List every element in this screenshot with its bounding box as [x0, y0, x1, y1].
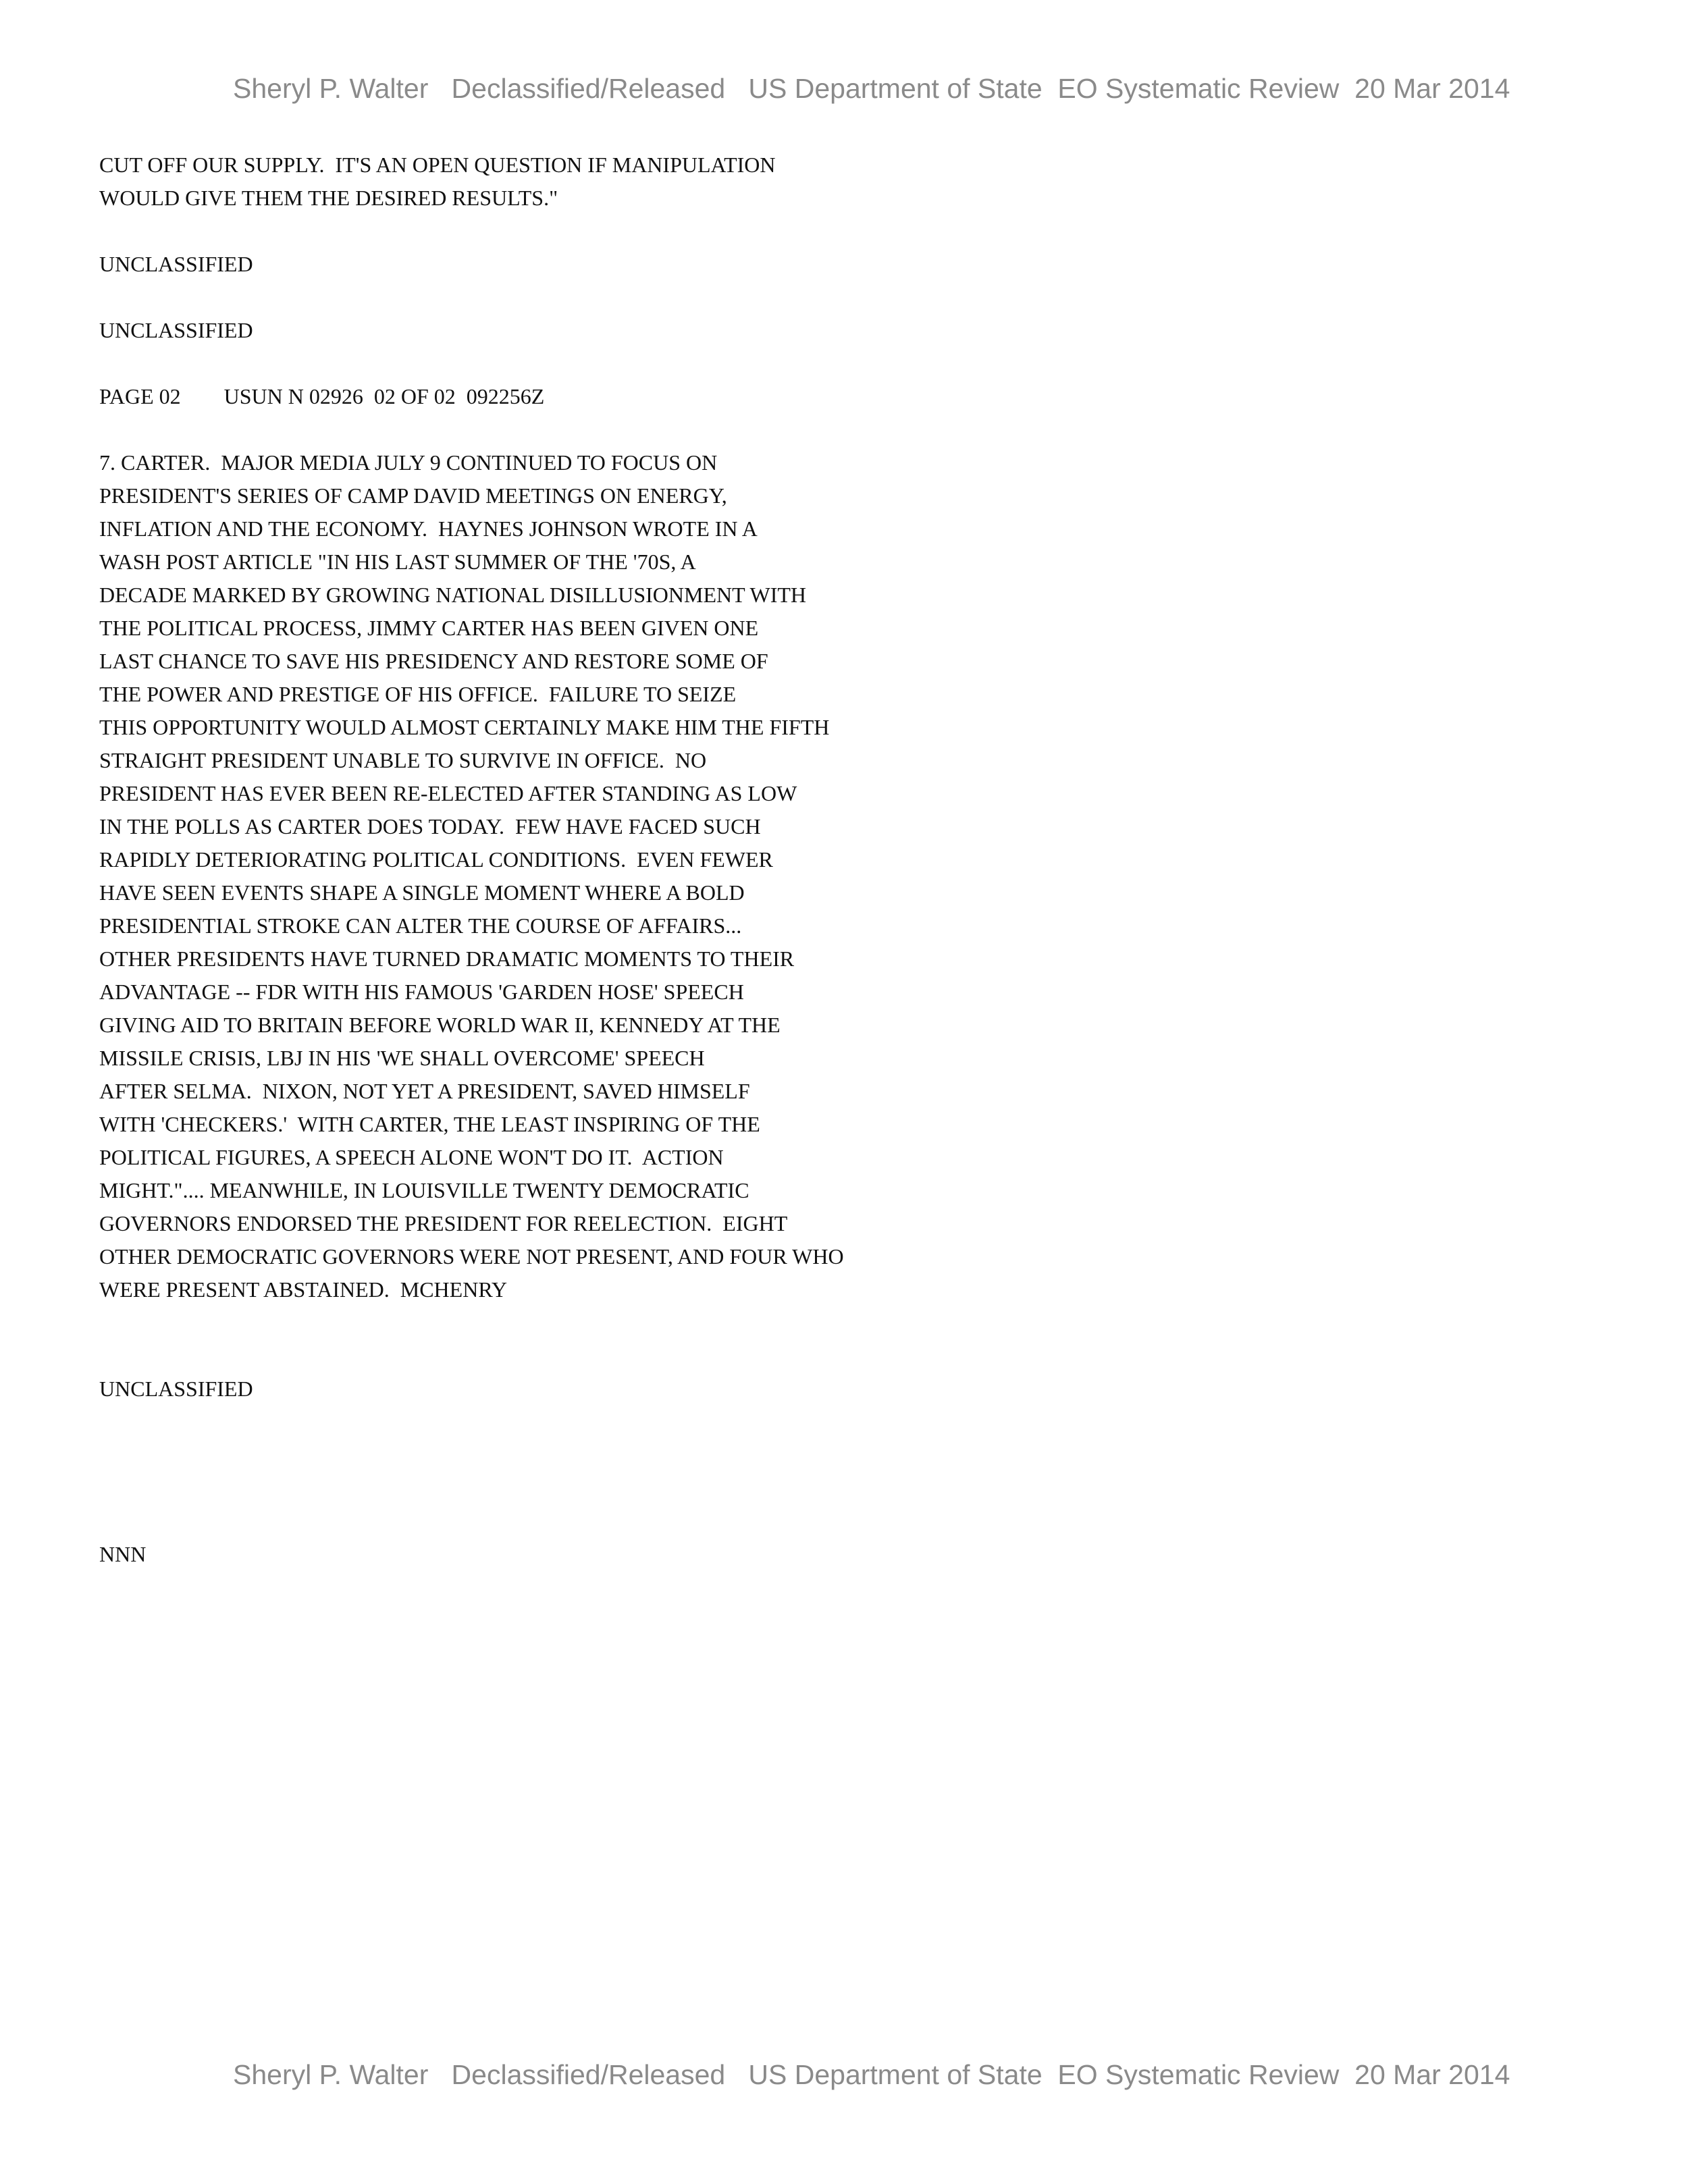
classification-marking: UNCLASSIFIED — [99, 252, 253, 276]
paragraph-line: PRESIDENT'S SERIES OF CAMP DAVID MEETINGS ON ENERGY, — [99, 483, 727, 508]
intro-line: CUT OFF OUR SUPPLY. IT'S AN OPEN QUESTION IF MANIPULATION — [99, 153, 776, 177]
paragraph-line: DECADE MARKED BY GROWING NATIONAL DISILLUSIONMENT WITH — [99, 583, 807, 607]
paragraph-line: GOVERNORS ENDORSED THE PRESIDENT FOR REELECTION. EIGHT — [99, 1211, 788, 1235]
paragraph-line: RAPIDLY DETERIORATING POLITICAL CONDITIONS. EVEN FEWER — [99, 847, 773, 872]
intro-line: WOULD GIVE THEM THE DESIRED RESULTS." — [99, 186, 558, 210]
paragraph-line: WITH 'CHECKERS.' WITH CARTER, THE LEAST INSPIRING OF THE — [99, 1112, 760, 1136]
declassification-stamp-top: Sheryl P. Walter Declassified/Released US Department of State EO Systematic Review 20 Mar 2014 — [233, 73, 1510, 104]
cable-document — [99, 149, 1585, 1571]
paragraph-line: THE POWER AND PRESTIGE OF HIS OFFICE. FAILURE TO SEIZE — [99, 682, 737, 706]
paragraph-line: PRESIDENTIAL STROKE CAN ALTER THE COURSE OF AFFAIRS... — [99, 913, 742, 938]
paragraph-line: GIVING AID TO BRITAIN BEFORE WORLD WAR II, KENNEDY AT THE — [99, 1013, 781, 1037]
paragraph-line: WERE PRESENT ABSTAINED. MCHENRY — [99, 1277, 507, 1302]
paragraph-line: HAVE SEEN EVENTS SHAPE A SINGLE MOMENT WHERE A BOLD — [99, 880, 745, 905]
paragraph-line: ADVANTAGE -- FDR WITH HIS FAMOUS 'GARDEN HOSE' SPEECH — [99, 980, 744, 1004]
paragraph-line: 7. CARTER. MAJOR MEDIA JULY 9 CONTINUED TO FOCUS ON — [99, 450, 718, 475]
paragraph-line: OTHER DEMOCRATIC GOVERNORS WERE NOT PRESENT, AND FOUR WHO — [99, 1244, 844, 1269]
paragraph-line: MISSILE CRISIS, LBJ IN HIS 'WE SHALL OVERCOME' SPEECH — [99, 1046, 705, 1070]
paragraph-line: WASH POST ARTICLE "IN HIS LAST SUMMER OF THE '70S, A — [99, 550, 696, 574]
paragraph-line: MIGHT.".... MEANWHILE, IN LOUISVILLE TWENTY DEMOCRATIC — [99, 1178, 749, 1202]
classification-marking: UNCLASSIFIED — [99, 318, 253, 342]
paragraph-line: OTHER PRESIDENTS HAVE TURNED DRAMATIC MOMENTS TO THEIR — [99, 947, 795, 971]
paragraph-line: POLITICAL FIGURES, A SPEECH ALONE WON'T DO IT. ACTION — [99, 1145, 724, 1169]
classification-marking: UNCLASSIFIED — [99, 1377, 253, 1401]
declassification-stamp-bottom: Sheryl P. Walter Declassified/Released US Department of State EO Systematic Review 20 Mar 2014 — [233, 2059, 1510, 2090]
paragraph-line: THE POLITICAL PROCESS, JIMMY CARTER HAS BEEN GIVEN ONE — [99, 616, 759, 640]
paragraph-line: IN THE POLLS AS CARTER DOES TODAY. FEW HAVE FACED SUCH — [99, 814, 761, 838]
paragraph-line: AFTER SELMA. NIXON, NOT YET A PRESIDENT, SAVED HIMSELF — [99, 1079, 750, 1103]
paragraph-carter — [99, 446, 1585, 1306]
paragraph-line: STRAIGHT PRESIDENT UNABLE TO SURVIVE IN OFFICE. NO — [99, 748, 707, 772]
paragraph-line: LAST CHANCE TO SAVE HIS PRESIDENCY AND RESTORE SOME OF — [99, 649, 768, 673]
paragraph-line: THIS OPPORTUNITY WOULD ALMOST CERTAINLY MAKE HIM THE FIFTH — [99, 715, 830, 739]
paragraph-line: PRESIDENT HAS EVER BEEN RE-ELECTED AFTER STANDING AS LOW — [99, 781, 797, 805]
end-of-message-marker: NNN — [99, 1542, 147, 1566]
paragraph-line: INFLATION AND THE ECONOMY. HAYNES JOHNSON WROTE IN A — [99, 516, 758, 541]
page-header: PAGE 02 USUN N 02926 02 OF 02 092256Z — [99, 384, 545, 408]
